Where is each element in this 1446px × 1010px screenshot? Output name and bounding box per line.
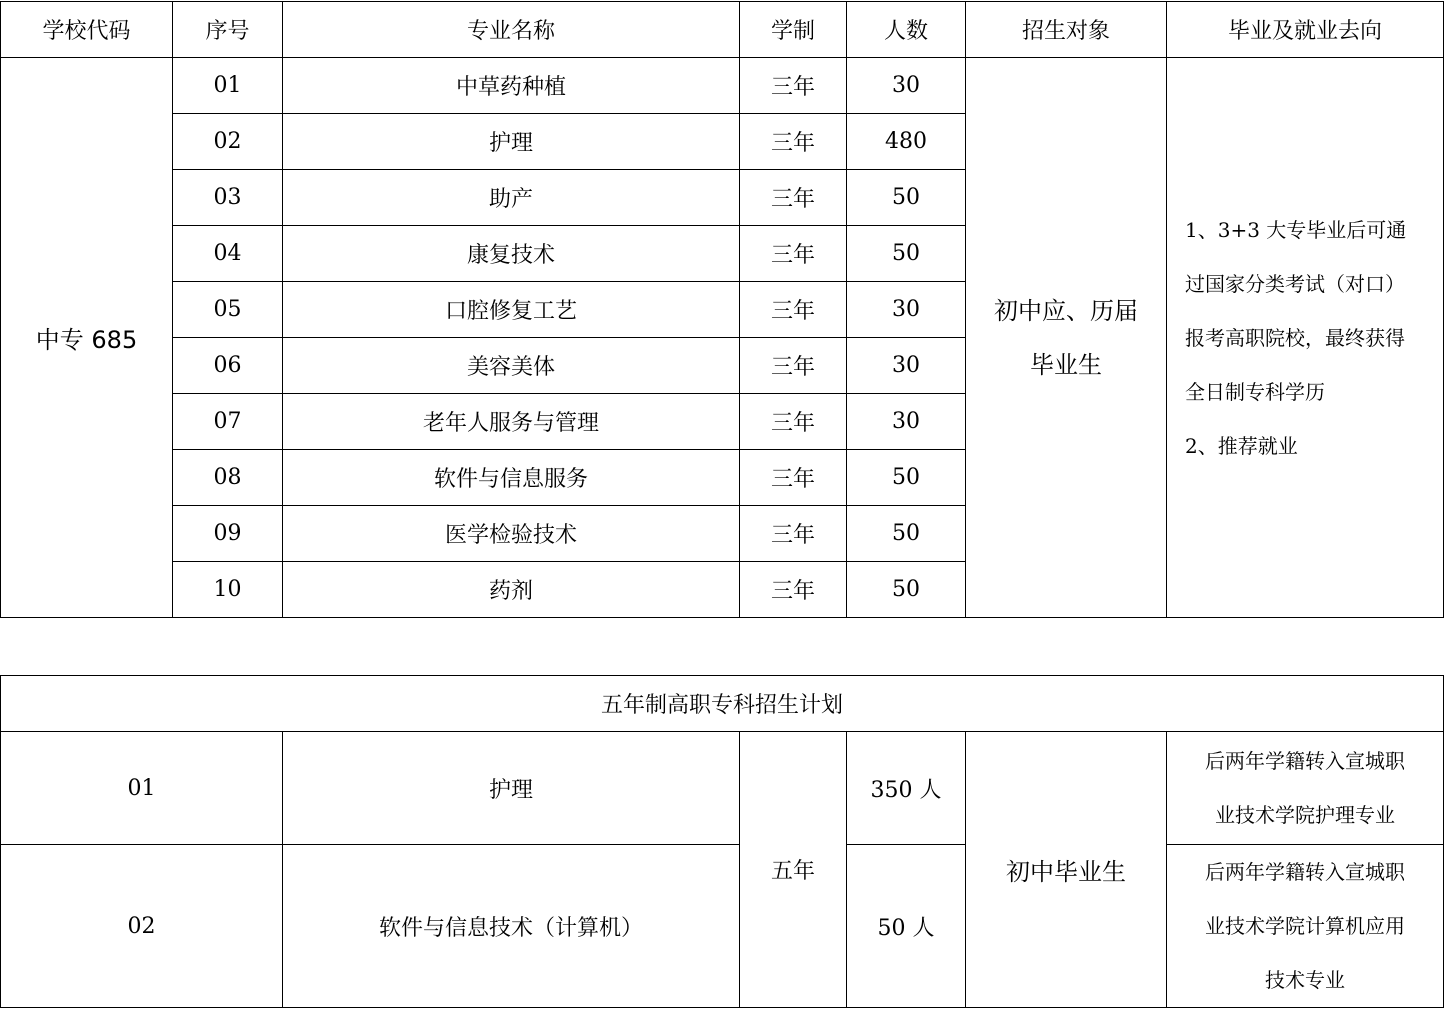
row-count: 30 [847,394,966,450]
row-index: 01 [173,58,283,114]
header-target: 招生对象 [966,2,1167,58]
row-duration: 三年 [740,506,847,562]
row-major: 药剂 [283,562,740,618]
table-header-row [1,2,1444,58]
row-index: 05 [173,282,283,338]
row-count: 50 [847,562,966,618]
target-line: 初中应、历届 [994,296,1138,325]
row-duration: 三年 [740,338,847,394]
destination-cell [1167,58,1444,618]
row-major: 美容美体 [283,338,740,394]
destination-line: 后两年学籍转入宣城职 [1205,749,1405,773]
header-major: 专业名称 [283,2,740,58]
row-major: 老年人服务与管理 [283,394,740,450]
row-duration: 三年 [740,170,847,226]
row-count: 50 [847,170,966,226]
row-index: 07 [173,394,283,450]
row-count: 30 [847,58,966,114]
row-major: 康复技术 [283,226,740,282]
row-major: 护理 [283,732,740,845]
destination-line: 后两年学籍转入宣城职 [1205,860,1405,884]
row-index: 02 [1,845,283,1008]
destination-cell [1167,845,1444,1008]
header-destination: 毕业及就业去向 [1167,2,1444,58]
row-duration: 三年 [740,394,847,450]
header-school-code: 学校代码 [1,2,173,58]
row-count: 30 [847,282,966,338]
destination-line: 业技术学院护理专业 [1215,803,1395,827]
row-count: 50 [847,450,966,506]
five-year-title-row [1,676,1444,732]
row-count: 50 [847,506,966,562]
five-year-plan-table [0,675,1444,1008]
destination-line: 报考高职院校，最终获得 [1185,325,1405,350]
row-index: 02 [173,114,283,170]
row-duration: 三年 [740,562,847,618]
row-duration: 三年 [740,282,847,338]
row-major: 中草药种植 [283,58,740,114]
header-duration: 学制 [740,2,847,58]
destination-line: 技术专业 [1265,968,1345,992]
five-year-title: 五年制高职专科招生计划 [1,676,1444,732]
table-row [1,845,1444,1008]
destination-line: 全日制专科学历 [1185,379,1325,404]
destination-line: 业技术学院计算机应用 [1205,914,1405,938]
destination-line: 1、3+3 大专毕业后可通 [1185,217,1407,242]
row-count: 480 [847,114,966,170]
row-major: 护理 [283,114,740,170]
row-count: 50 [847,226,966,282]
five-year-duration-cell: 五年 [740,732,847,1008]
row-major: 口腔修复工艺 [283,282,740,338]
target-line: 毕业生 [1030,350,1102,379]
row-count: 350 人 [847,732,966,845]
enrollment-plan-table [0,1,1444,618]
destination-line: 2、推荐就业 [1185,433,1298,458]
table-row [1,58,1444,114]
row-count: 50 人 [847,845,966,1008]
school-code-cell: 中专 685 [1,58,173,618]
row-index: 03 [173,170,283,226]
header-index: 序号 [173,2,283,58]
row-count: 30 [847,338,966,394]
row-major: 医学检验技术 [283,506,740,562]
row-duration: 三年 [740,226,847,282]
row-major: 软件与信息服务 [283,450,740,506]
row-index: 10 [173,562,283,618]
target-cell [966,58,1167,618]
row-major: 助产 [283,170,740,226]
row-index: 01 [1,732,283,845]
row-duration: 三年 [740,58,847,114]
header-count: 人数 [847,2,966,58]
row-index: 04 [173,226,283,282]
row-index: 09 [173,506,283,562]
row-index: 08 [173,450,283,506]
destination-cell [1167,732,1444,845]
row-duration: 三年 [740,450,847,506]
destination-line: 过国家分类考试（对口） [1185,271,1405,296]
table-row [1,732,1444,845]
row-index: 06 [173,338,283,394]
five-year-target-cell: 初中毕业生 [966,732,1167,1008]
row-major: 软件与信息技术（计算机） [283,845,740,1008]
row-duration: 三年 [740,114,847,170]
